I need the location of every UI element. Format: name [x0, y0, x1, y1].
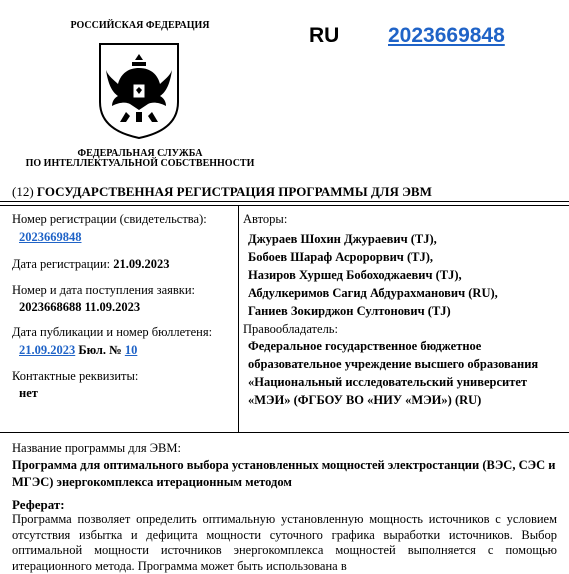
- program-name-label: Название программы для ЭВМ:: [12, 441, 181, 455]
- bulletin-label: Бюл. №: [78, 343, 122, 357]
- document-kind-code: (12): [12, 184, 34, 199]
- reg-date-value: 21.09.2023: [113, 257, 170, 271]
- bulletin-number-link[interactable]: 10: [124, 343, 138, 357]
- author-item: Абдулкеримов Сагид Абдурахманович (RU),: [248, 286, 498, 300]
- reg-number-link[interactable]: 2023669848: [19, 230, 82, 244]
- document-title: [12, 184, 432, 200]
- author-item: Джураев Шохин Джураевич (TJ),: [248, 232, 437, 246]
- reg-date-label: Дата регистрации:: [12, 257, 111, 271]
- registration-number-link[interactable]: 2023669848: [388, 24, 505, 47]
- country-code: RU: [309, 24, 340, 47]
- agency-name-line2: ПО ИНТЕЛЛЕКТУАЛЬНОЙ СОБСТВЕННОСТИ: [25, 158, 255, 169]
- contacts-value: нет: [19, 386, 38, 400]
- reg-number-label: Номер регистрации (свидетельства):: [12, 212, 207, 226]
- author-item: Назиров Хуршед Бобоходжаевич (TJ),: [248, 268, 462, 282]
- divider-top-inner: [0, 205, 569, 206]
- divider-top: [0, 201, 569, 202]
- program-name: Программа для оптимального выбора установленных мощностей электростанции (ВЭС, СЭС и МГЭС) энергокомплекса итерационным методом: [12, 458, 556, 489]
- application-value: 2023668688 11.09.2023: [19, 300, 141, 314]
- coat-of-arms-emblem: [96, 40, 182, 140]
- publication-row: [19, 343, 137, 358]
- country-heading: РОССИЙСКАЯ ФЕДЕРАЦИЯ: [70, 20, 210, 31]
- owner-label: Правообладатель:: [243, 322, 338, 336]
- application-label: Номер и дата поступления заявки:: [12, 283, 196, 297]
- author-item: Ганиев Зокирджон Султонович (TJ): [248, 304, 451, 318]
- abstract-text: Программа позволяет определить оптимальную установленную мощность источников с условием отсутствия избытка и дефицита мощности суточного графика выработки источников. Выбор оптимальной мощности источников энергокомплекса мощностей выполняется с помощью итерационного метода. Программа может быть использована в: [12, 512, 557, 573]
- author-item: Бобоев Шараф Асророрвич (TJ),: [248, 250, 434, 264]
- document-title-text: ГОСУДАРСТВЕННАЯ РЕГИСТРАЦИЯ ПРОГРАММЫ ДЛЯ ЭВМ: [36, 184, 432, 199]
- authors-list: [248, 230, 498, 320]
- agency-name-line1: ФЕДЕРАЛЬНАЯ СЛУЖБА: [77, 148, 203, 159]
- contacts-label: Контактные реквизиты:: [12, 369, 139, 383]
- abstract-label: Реферат:: [12, 497, 65, 512]
- reg-date-row: [12, 257, 170, 272]
- owner-value: Федеральное государственное бюджетное образовательное учреждение высшего образования «Национальный исследовательский университет «МЭИ» (ФГБОУ ВО «НИУ «МЭИ») (RU): [248, 339, 539, 407]
- publication-date-link[interactable]: 21.09.2023: [19, 343, 76, 357]
- publication-label: Дата публикации и номер бюллетеня:: [12, 325, 213, 339]
- column-divider: [238, 205, 239, 432]
- divider-bottom: [0, 432, 569, 433]
- authors-label: Авторы:: [243, 212, 288, 226]
